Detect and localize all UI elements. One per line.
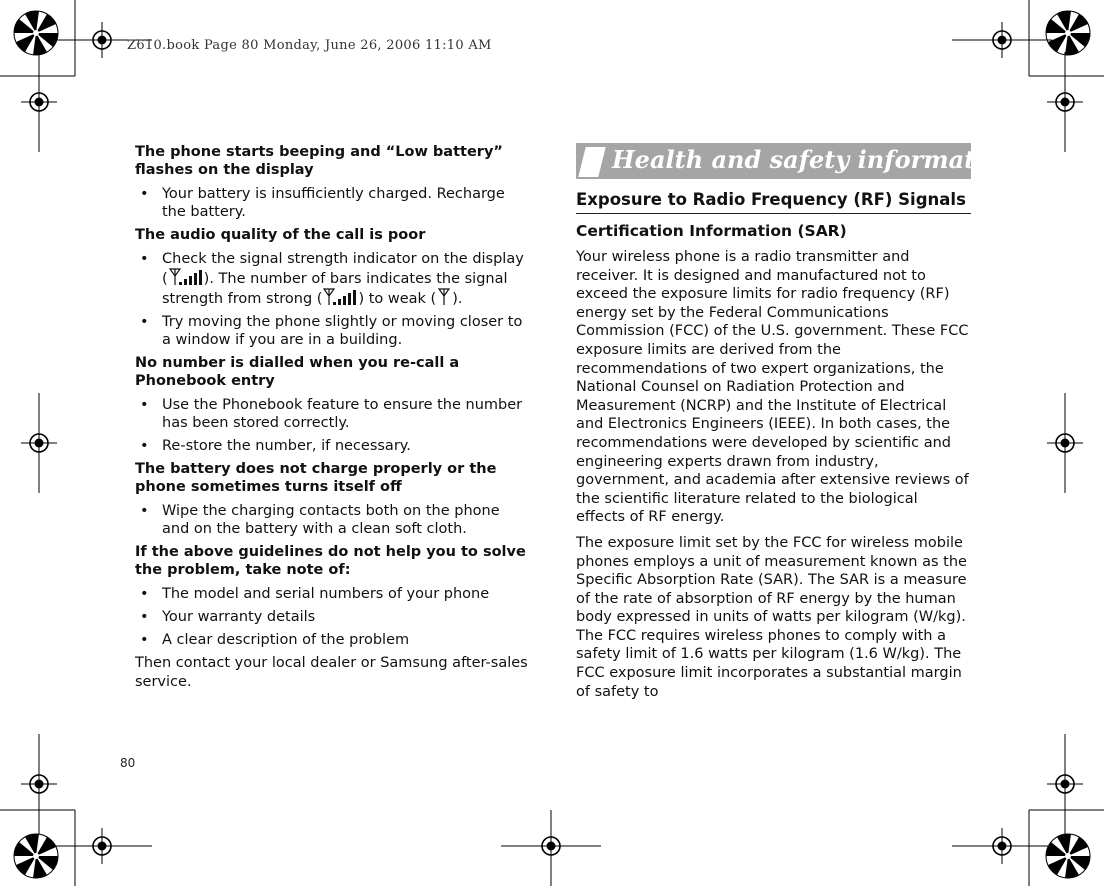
body-paragraph: The exposure limit set by the FCC for wireless mobile phones employs a unit of measurement known as the Specific Absorption Rate (SAR). The SAR is a measure of the rate of absorption of RF energy by the human body expressed in units of watts per kilogram (W/kg). The FCC requires wireless phones to comply with a safety limit of 1.6 watts per kilogram (1.6 W/kg). The FCC exposure limit incorporates a substantial margin of safety to	[576, 534, 967, 700]
section-banner	[576, 143, 1018, 179]
answer-item: • The model and serial numbers of your phone	[135, 585, 530, 603]
signal-text-before: Check the signal strength indicator on the display (	[162, 251, 524, 287]
body-paragraph: Your wireless phone is a radio transmitter and receiver. It is designed and manufactured not to exceed the exposure limits for radio frequency (RF) energy set by the Federal Communications Commission (FCC) of the U.S. government. These FCC exposure limits are derived from the recommendations of two expert organizations, the National Counsel on Radiation Protection and Measurement (NCRP) and the Institute of Electrical and Electronics Engineers (IEEE). In both cases, the recommendations were developed by scientific and engineering experts drawn from industry, government, and academia after extensive reviews of the scientific literature related to the biological effects of RF energy.	[576, 249, 969, 526]
answer-item: • Wipe the charging contacts both on the phone and on the battery with a clean soft cloth.	[135, 502, 530, 538]
question-heading: No number is dialled when you re-call a Phonebook entry	[135, 355, 460, 389]
answer-list	[135, 396, 530, 455]
signal-text-mid2: ) to weak (	[358, 291, 437, 307]
answer-list	[135, 185, 530, 221]
answer-list	[135, 585, 530, 649]
signal-strong-icon	[323, 288, 357, 306]
signal-text-after: ).	[452, 291, 463, 307]
signal-text-mid1: ). The number of bars indicates the signal strength from strong (	[162, 271, 508, 307]
file-info-line: Z610.book Page 80 Monday, June 26, 2006 11:10 AM	[127, 38, 492, 53]
health-safety-column	[576, 143, 1018, 708]
page-number: 80	[120, 756, 136, 770]
closing-text: Then contact your local dealer or Samsung after-sales service.	[135, 655, 528, 690]
question-heading: The battery does not charge properly or the phone sometimes turns itself off	[135, 461, 497, 495]
answer-list	[135, 250, 530, 349]
troubleshooting-column	[135, 143, 530, 698]
signal-weak-icon	[437, 288, 451, 306]
answer-item: • Re-store the number, if necessary.	[135, 437, 530, 455]
answer-item: • Your warranty details	[135, 608, 530, 626]
answer-item: • Try moving the phone slightly or moving closer to a window if you are in a building.	[135, 313, 530, 349]
answer-item: • Your battery is insufficiently charged. Recharge the battery.	[135, 185, 530, 221]
rf-exposure-heading: Exposure to Radio Frequency (RF) Signals	[576, 191, 971, 214]
banner-title: Health and safety information	[612, 145, 1018, 174]
certification-heading: Certification Information (SAR)	[576, 222, 847, 240]
answer-item: • Use the Phonebook feature to ensure the number has been stored correctly.	[135, 396, 530, 432]
answer-list	[135, 502, 530, 538]
question-heading: If the above guidelines do not help you to solve the problem, take note of:	[135, 544, 526, 578]
answer-item-signal	[135, 250, 530, 308]
banner-stripe-decoration	[578, 147, 605, 177]
answer-item: • A clear description of the problem	[135, 631, 530, 649]
signal-full-icon	[169, 268, 203, 286]
question-heading: The phone starts beeping and “Low battery” flashes on the display	[135, 144, 503, 178]
question-heading: The audio quality of the call is poor	[135, 227, 426, 243]
